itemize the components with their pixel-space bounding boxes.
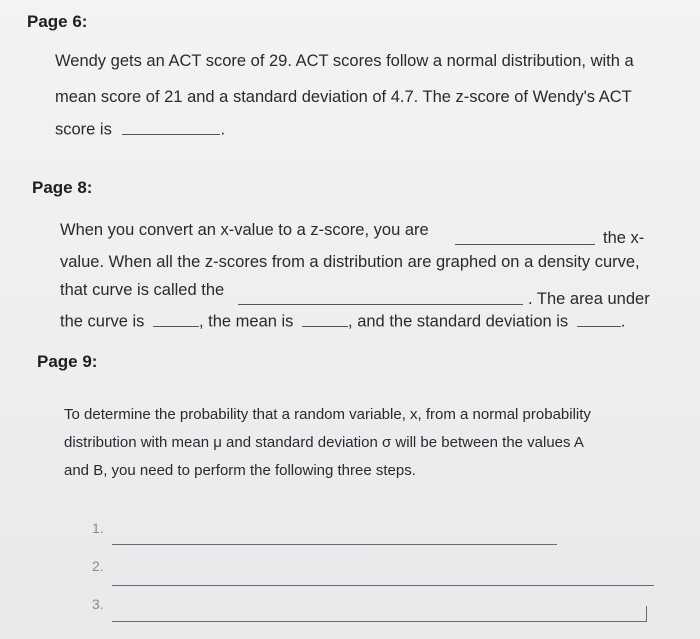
page6-end-period: . [220, 120, 226, 139]
page9-line-2: distribution with mean μ and standard deviation σ will be between the values A [64, 434, 584, 451]
page8-line-3a: that curve is called the [60, 281, 225, 299]
page8-line-3b: . The area under [528, 290, 650, 308]
page8-line-4b: , the mean is [198, 312, 294, 331]
page9-heading: Page 9: [37, 352, 98, 371]
page8-mean-blank[interactable] [302, 309, 348, 327]
page8-sd-blank[interactable] [577, 309, 621, 327]
step-3-line-end-tick [646, 606, 647, 622]
page8-line-1a: When you convert an x-value to a z-score, you are [60, 221, 429, 239]
page8-curve-name-blank[interactable] [238, 288, 523, 305]
step-number-2: 2. [92, 558, 104, 574]
step-2-answer-line[interactable] [112, 585, 654, 586]
page8-line-4a: the curve is [60, 312, 145, 331]
page8-line-1b: the x- [603, 229, 645, 247]
page8-line-2: value. When all the z-scores from a distribution are graphed on a density curve, [60, 253, 640, 271]
page6-line-1: Wendy gets an ACT score of 29. ACT scores follow a normal distribution, with a [55, 52, 634, 70]
step-3-answer-line[interactable] [112, 621, 646, 622]
page6-line-3 [55, 117, 225, 140]
step-number-3: 3. [92, 596, 104, 612]
step-number-1: 1. [92, 520, 104, 536]
page8-convert-blank[interactable] [455, 228, 595, 245]
page8-line-4 [60, 309, 625, 332]
page8-heading: Page 8: [32, 178, 93, 197]
page8-area-blank[interactable] [153, 309, 199, 327]
page6-heading: Page 6: [27, 12, 88, 31]
page6-line-2: mean score of 21 and a standard deviation of 4.7. The z-score of Wendy's ACT [55, 88, 632, 106]
step-1-answer-line[interactable] [112, 544, 557, 545]
page9-line-3: and B, you need to perform the following three steps. [64, 462, 416, 479]
page9-line-1: To determine the probability that a random variable, x, from a normal probability [64, 406, 591, 423]
page6-line-3-text: score is [55, 120, 112, 139]
page6-zscore-blank[interactable] [122, 117, 220, 135]
page8-line-4-end: . [620, 312, 626, 331]
page8-line-4c: , and the standard deviation is [348, 312, 569, 331]
